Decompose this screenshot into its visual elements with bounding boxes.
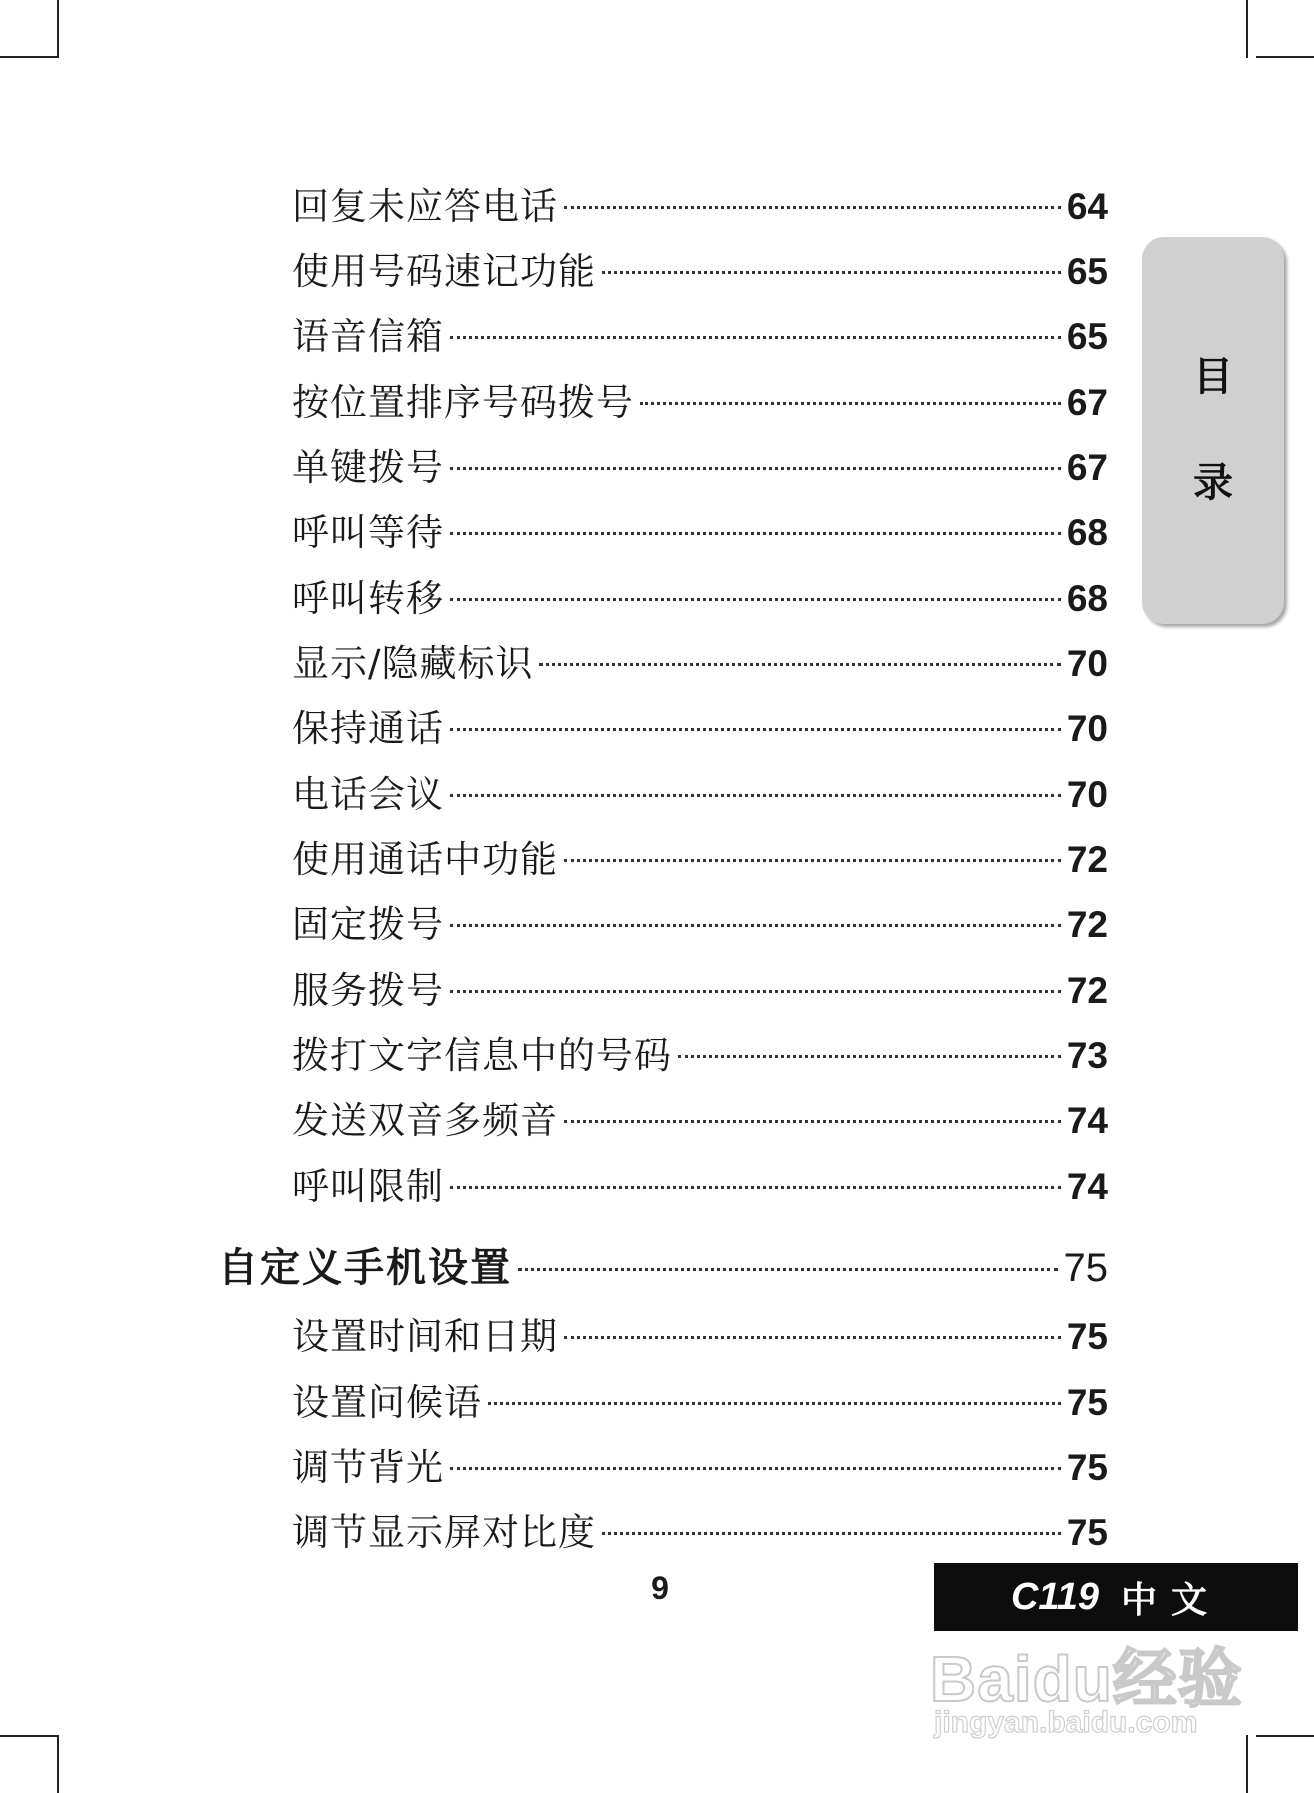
toc-entry-title: 显示/隐藏标识 [292, 642, 534, 685]
crop-mark [1256, 1735, 1314, 1737]
toc-entry-page: 65 [1066, 316, 1108, 357]
toc-entry-title: 调节显示屏对比度 [292, 1511, 596, 1554]
language-label: 中文 [1121, 1579, 1222, 1621]
toc-chapter-page: 75 [1063, 1246, 1108, 1290]
toc-entry-page: 72 [1066, 904, 1108, 945]
toc-entry[interactable] [292, 176, 1108, 230]
toc-entry-title: 服务拨号 [292, 969, 444, 1012]
toc-entry-title: 回复未应答电话 [292, 185, 558, 228]
toc-entry-page: 75 [1066, 1447, 1108, 1488]
toc-entry-page: 65 [1066, 251, 1108, 292]
toc-entry[interactable] [292, 502, 1108, 556]
model-badge [934, 1563, 1298, 1631]
dot-leader [450, 1467, 1061, 1470]
toc-entry[interactable] [292, 568, 1108, 622]
toc-entry-page: 68 [1066, 512, 1108, 553]
toc-entry-page: 74 [1066, 1166, 1108, 1207]
dot-leader [450, 467, 1061, 470]
baidu-watermark [930, 1628, 1250, 1748]
toc-entry[interactable] [292, 1437, 1108, 1491]
toc-entry-title: 设置问候语 [292, 1381, 482, 1424]
dot-leader [602, 271, 1061, 274]
dot-leader [518, 1268, 1058, 1271]
toc-entry[interactable] [292, 960, 1108, 1014]
dot-leader [564, 1336, 1061, 1339]
toc-entry-page: 70 [1066, 708, 1108, 749]
toc-chapter-title: 自定义手机设置 [218, 1245, 512, 1291]
toc-entry[interactable] [292, 437, 1108, 491]
dot-leader [450, 794, 1061, 797]
toc-entry-title: 单键拨号 [292, 446, 444, 489]
toc-entry-page: 67 [1066, 382, 1108, 423]
toc-entry-title: 按位置排序号码拨号 [292, 381, 634, 424]
dot-leader [564, 1120, 1061, 1123]
crop-mark [0, 56, 58, 58]
dot-leader [564, 206, 1061, 209]
toc-chapter-entry[interactable] [218, 1236, 1108, 1293]
toc-entry-title: 固定拨号 [292, 903, 444, 946]
toc-entry-title: 设置时间和日期 [292, 1315, 558, 1358]
toc-entry[interactable] [292, 894, 1108, 948]
crop-mark [1246, 0, 1248, 58]
toc-entry[interactable] [292, 698, 1108, 752]
toc-entry-title: 电话会议 [292, 773, 444, 816]
toc-entry[interactable] [292, 1306, 1108, 1360]
crop-mark [57, 0, 59, 58]
dot-leader [450, 990, 1061, 993]
toc-entry-title: 使用通话中功能 [292, 838, 558, 881]
toc-entry-page: 75 [1066, 1316, 1108, 1357]
crop-mark [0, 1735, 58, 1737]
toc-entry[interactable] [292, 372, 1108, 426]
toc-entry-title: 语音信箱 [292, 315, 444, 358]
dot-leader [678, 1055, 1061, 1058]
toc-entry-page: 73 [1066, 1035, 1108, 1076]
dot-leader [450, 598, 1061, 601]
side-tab-char: 目 [1193, 353, 1233, 400]
toc-entry[interactable] [292, 241, 1108, 295]
dot-leader [602, 1532, 1061, 1535]
watermark-brand: Baidu经验 [930, 1643, 1243, 1715]
dot-leader [640, 402, 1061, 405]
model-name: C119 [1010, 1575, 1099, 1618]
page-number: 9 [651, 1570, 669, 1606]
toc-entry-page: 75 [1066, 1512, 1108, 1553]
dot-leader [488, 1402, 1061, 1405]
dot-leader [450, 336, 1061, 339]
crop-mark [1256, 56, 1314, 58]
watermark-url: jingyan.baidu.com [934, 1706, 1198, 1739]
toc-entry[interactable] [292, 1025, 1108, 1079]
toc-entry-page: 70 [1066, 643, 1108, 684]
toc-entry-title: 拨打文字信息中的号码 [292, 1034, 672, 1077]
dot-leader [450, 1186, 1061, 1189]
dot-leader [450, 924, 1061, 927]
toc-entry-page: 75 [1066, 1382, 1108, 1423]
crop-mark [57, 1735, 59, 1793]
toc-entry-page: 70 [1066, 774, 1108, 815]
dot-leader [564, 859, 1061, 862]
toc-entry-page: 72 [1066, 839, 1108, 880]
dot-leader [539, 663, 1060, 666]
toc-entry-page: 72 [1066, 970, 1108, 1011]
contents-side-tab [1142, 237, 1284, 624]
toc-entry-title: 保持通话 [292, 707, 444, 750]
toc-entry[interactable] [292, 764, 1108, 818]
toc-entry-title: 调节背光 [292, 1446, 444, 1489]
toc-entry[interactable] [292, 1090, 1108, 1144]
toc-entry[interactable] [292, 1502, 1108, 1556]
toc-entry-title: 呼叫限制 [292, 1165, 444, 1208]
toc-entry-title: 呼叫等待 [292, 511, 444, 554]
toc-entry-page: 68 [1066, 578, 1108, 619]
toc-entry[interactable] [292, 633, 1108, 687]
toc-entry-title: 呼叫转移 [292, 577, 444, 620]
toc-entry-page: 74 [1066, 1100, 1108, 1141]
toc-entry-page: 64 [1066, 186, 1108, 227]
toc-entry[interactable] [292, 306, 1108, 360]
toc-entry[interactable] [292, 1156, 1108, 1210]
toc-entry-page: 67 [1066, 447, 1108, 488]
toc-entry[interactable] [292, 829, 1108, 883]
dot-leader [450, 728, 1061, 731]
dot-leader [450, 532, 1061, 535]
side-tab-char: 录 [1193, 459, 1233, 506]
toc-entry-title: 使用号码速记功能 [292, 250, 596, 293]
toc-entry-title: 发送双音多频音 [292, 1099, 558, 1142]
toc-entry[interactable] [292, 1372, 1108, 1426]
